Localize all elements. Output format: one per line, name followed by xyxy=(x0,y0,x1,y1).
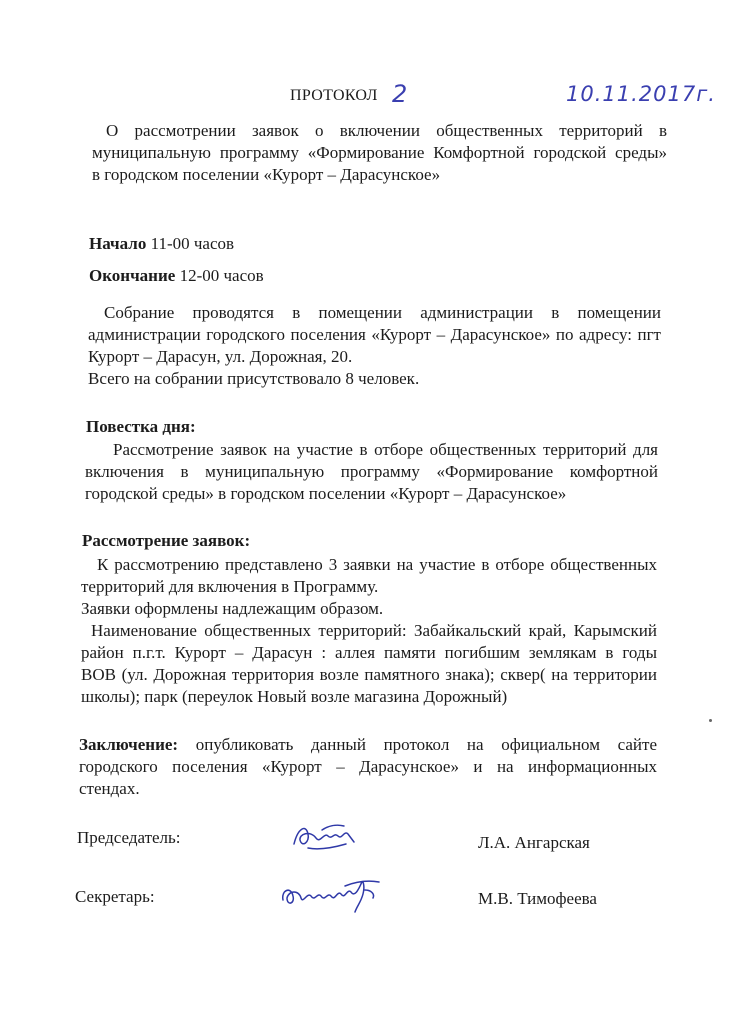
secretary-role: Секретарь: xyxy=(75,887,155,906)
chair-signature-icon xyxy=(288,818,368,858)
agenda-line-3: городской среды» в городском поселении «Курорт – Дарасунское» xyxy=(85,484,567,503)
meeting-line-4: Всего на собрании присутствовало 8 человек. xyxy=(88,369,420,388)
review-paragraph xyxy=(81,554,657,708)
subject-line-3: в городском поселении «Курорт – Дарасунское» xyxy=(92,165,441,184)
agenda-heading-text: Повестка дня: xyxy=(86,417,196,436)
agenda-line-2: включения в муниципальную программу «Формирование комфортной xyxy=(85,462,658,481)
agenda-heading xyxy=(86,416,196,438)
meeting-line-2: администрации городского поселения «Курорт – Дарасунское» по адресу: пгт xyxy=(88,325,661,344)
secretary-name: М.В. Тимофеева xyxy=(478,889,597,908)
meeting-paragraph xyxy=(88,302,661,390)
review-line-4: Наименование общественных территорий: Забайкальский край, Карымский xyxy=(91,621,657,640)
scan-speck xyxy=(709,719,712,722)
conclusion-paragraph xyxy=(79,734,657,800)
handwritten-date: 10.11.2017г. xyxy=(566,82,716,106)
review-heading-text: Рассмотрение заявок: xyxy=(82,531,251,550)
agenda-line-1: Рассмотрение заявок на участие в отборе общественных территорий для xyxy=(113,440,658,459)
end-label: Окончание xyxy=(89,266,176,285)
subject-line-1: О рассмотрении заявок о включении общественных территорий в xyxy=(106,121,667,140)
review-line-6: ВОВ (ул. Дорожная территория возле памятного знака); сквер( на территории xyxy=(81,665,657,684)
meeting-line-3: Курорт – Дарасун, ул. Дорожная, 20. xyxy=(88,347,353,366)
review-line-5: район п.г.т. Курорт – Дарасун : аллея памяти погибшим землякам в годы xyxy=(81,643,657,662)
agenda-paragraph xyxy=(85,439,658,505)
conclusion-label: Заключение: xyxy=(79,735,179,754)
conclusion-line-3: стендах. xyxy=(79,779,140,798)
start-time xyxy=(89,233,234,255)
review-heading xyxy=(82,530,250,552)
start-label: Начало xyxy=(89,234,147,253)
review-line-7: школы); парк (переулок Новый возле магазина Дорожный) xyxy=(81,687,508,706)
secretary-signature-icon xyxy=(275,872,385,916)
conclusion-text-1: опубликовать данный протокол на официальном сайте xyxy=(195,735,657,754)
chair-role: Председатель: xyxy=(77,828,181,847)
conclusion-line-2: городского поселения «Курорт – Дарасунское» и на информационных xyxy=(79,757,657,776)
meeting-line-1: Собрание проводятся в помещении администрации в помещении xyxy=(104,303,661,322)
subject-line-2: муниципальную программу «Формирование Комфортной городской среды» xyxy=(92,143,667,162)
end-value: 12-00 часов xyxy=(179,266,264,285)
review-line-3: Заявки оформлены надлежащим образом. xyxy=(81,599,384,618)
review-line-2: территорий для включения в Программу. xyxy=(81,577,379,596)
conclusion-line-1 xyxy=(79,734,657,756)
chair-name: Л.А. Ангарская xyxy=(478,833,590,852)
document-title: ПРОТОКОЛ xyxy=(290,87,378,104)
handwritten-protocol-number: 2 xyxy=(392,80,408,108)
subject-paragraph xyxy=(92,120,667,186)
start-value: 11-00 часов xyxy=(150,234,235,253)
review-line-1: К рассмотрению представлено 3 заявки на участие в отборе общественных xyxy=(97,555,657,574)
end-time xyxy=(89,265,264,287)
